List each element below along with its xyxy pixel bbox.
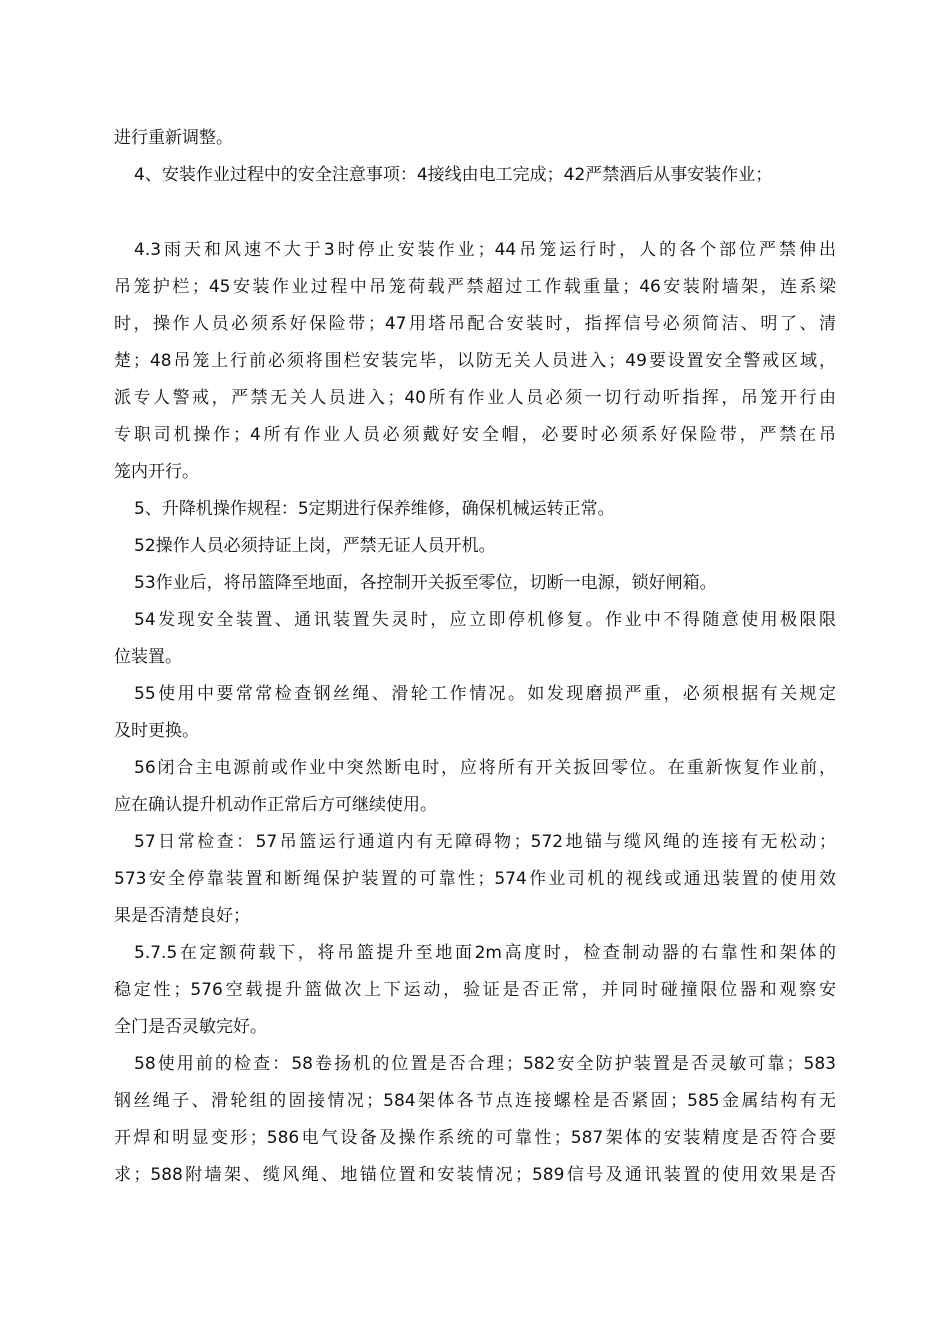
text-line: 稳定性；576空载提升篮做次上下运动，验证是否正常，并同时碰撞限位器和观察安 [114, 980, 836, 1000]
text-line: 58使用前的检查：58卷扬机的位置是否合理；582安全防护装置是否灵敏可靠；583 [134, 1054, 836, 1074]
text-line: 54发现安全装置、通讯装置失灵时，应立即停机修复。作业中不得随意使用极限限 [134, 610, 836, 630]
text-line: 开焊和明显变形；586电气设备及操作系统的可靠性；587架体的安装精度是否符合要 [114, 1128, 836, 1148]
text-line: 及时更换。 [114, 721, 199, 741]
text-line: 52操作人员必须持证上岗，严禁无证人员开机。 [134, 536, 496, 556]
text-line: 5.7.5在定额荷载下，将吊篮提升至地面2m高度时，检查制动器的右靠性和架体的 [134, 943, 836, 963]
text-line: 时，操作人员必须系好保险带；47用塔吊配合安装时，指挥信号必须简洁、明了、清 [114, 314, 836, 334]
text-line: 全门是否灵敏完好。 [114, 1017, 267, 1037]
document-body [114, 120, 836, 1194]
paragraph-gap [114, 194, 836, 232]
text-line: 56闭合主电源前或作业中突然断电时，应将所有开关扳回零位。在重新恢复作业前， [134, 758, 836, 778]
text-line: 吊笼护栏；45安装作业过程中吊笼荷载严禁超过工作载重量；46安装附墙架，连系梁 [114, 277, 836, 297]
section-4-heading: 4、安装作业过程中的安全注意事项：4接线由电工完成；42严禁酒后从事安装作业； [134, 165, 773, 185]
text-line: 位装置。 [114, 647, 182, 667]
text-line: 573安全停靠装置和断绳保护装置的可靠性；574作业司机的视线或通迅装置的使用效 [114, 869, 836, 889]
text-line: 求；588附墙架、缆风绳、地锚位置和安装情况；589信号及通讯装置的使用效果是否 [114, 1165, 836, 1185]
text-line: 果是否清楚良好； [114, 906, 250, 926]
text-line: 53作业后，将吊篮降至地面，各控制开关扳至零位，切断一电源，锁好闸箱。 [134, 573, 717, 593]
text-line: 应在确认提升机动作正常后方可继续使用。 [114, 795, 437, 815]
text-line: 4.3雨天和风速不大于3时停止安装作业；44吊笼运行时，人的各个部位严禁伸出 [134, 240, 836, 260]
text-line: 楚；48吊笼上行前必须将围栏安装完毕，以防无关人员进入；49要设置安全警戒区域， [114, 351, 836, 371]
section-5-heading: 5、升降机操作规程：5定期进行保养维修，确保机械运转正常。 [134, 499, 615, 519]
text-line: 进行重新调整。 [114, 128, 233, 148]
text-line: 钢丝绳子、滑轮组的固接情况；584架体各节点连接螺栓是否紧固；585金属结构有无 [114, 1091, 836, 1111]
text-line: 57日常检查：57吊篮运行通道内有无障碍物；572地锚与缆风绳的连接有无松动； [134, 832, 836, 852]
text-line: 55使用中要常常检查钢丝绳、滑轮工作情况。如发现磨损严重，必须根据有关规定 [134, 684, 836, 704]
text-line: 专职司机操作；4所有作业人员必须戴好安全帽，必要时必须系好保险带，严禁在吊 [114, 425, 836, 445]
text-line: 派专人警戒，严禁无关人员进入；40所有作业人员必须一切行动听指挥，吊笼开行由 [114, 388, 836, 408]
text-line: 笼内开行。 [114, 462, 199, 482]
